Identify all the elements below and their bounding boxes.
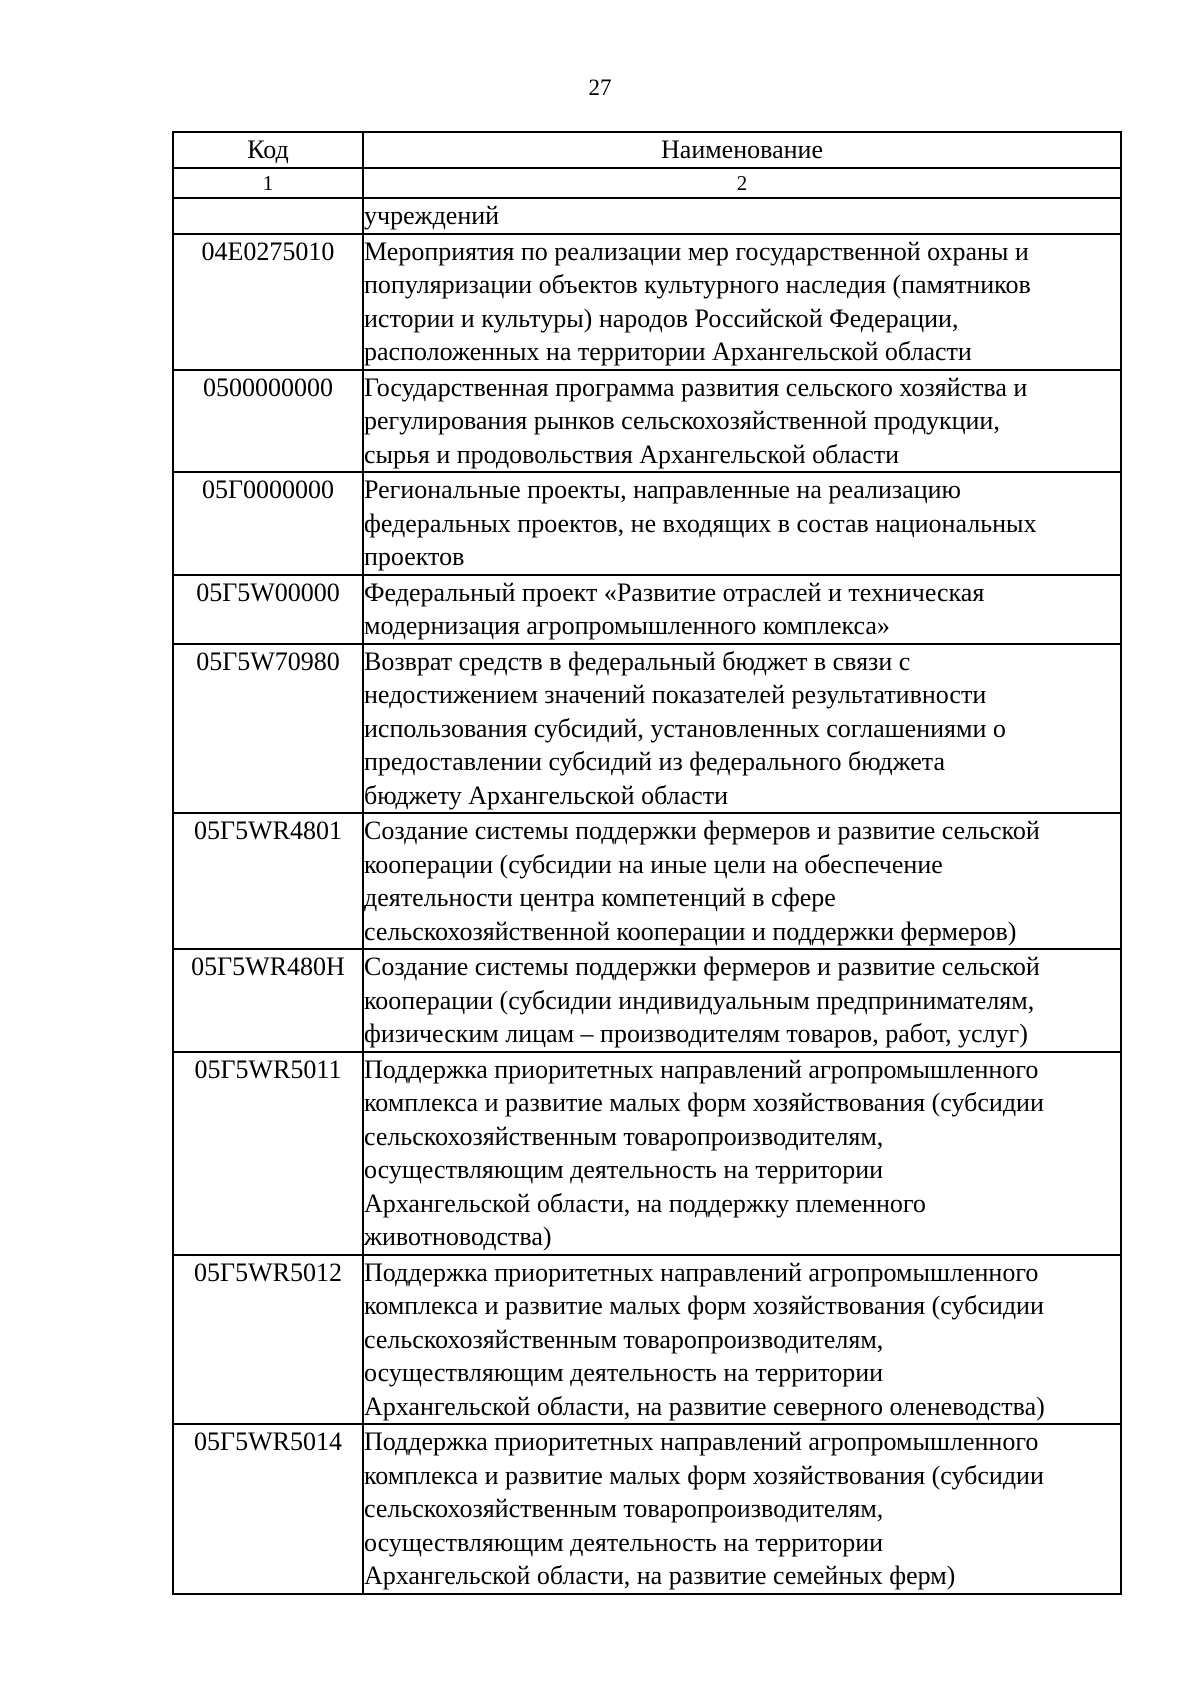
table-row [173,813,1121,949]
name-text: Государственная программа развития сельского хозяйства и регулирования рынков сельскохозяйственной продукции, сырья и продовольствия Архангельской области [364,372,1028,469]
code-cell: 04Е0275010 [173,234,363,370]
name-cell [363,370,1121,473]
name-text: Создание системы поддержки фермеров и развитие сельской кооперации (субсидии индивидуальным предпринимателям, физическим лицам – производителям товаров, работ, услуг) [364,952,1040,1048]
code-cell: 05Г5WR5012 [173,1255,363,1425]
name-text: Создание системы поддержки фермеров и развитие сельской кооперации (субсидии на иные цели на обеспечение деятельности центра компетенций в сфере сельскохозяйственной кооперации и поддержки фермеров) [364,816,1040,946]
code-cell: 05Г5WR5011 [173,1052,363,1255]
code-cell: 05Г5W00000 [173,575,363,644]
table-row [173,575,1121,644]
name-cell [363,644,1121,814]
code-cell: 0500000000 [173,370,363,473]
table-row [173,1052,1121,1255]
name-column-header: Наименование [363,132,1121,168]
code-cell: 05Г0000000 [173,472,363,575]
name-cell [363,1424,1121,1594]
column-number-row [173,168,1121,198]
name-text: Федеральный проект «Развитие отраслей и техническая модернизация агропромышленного комплекса» [364,577,985,640]
table-header-row [173,132,1121,168]
code-column-number: 1 [173,168,363,198]
name-text: Возврат средств в федеральный бюджет в связи с недостижением значений показателей результативности использования субсидий, установленных соглашениями о предоставлении субсидий из федерального бюджета бюджету Архангельской области [364,646,1006,810]
name-cell [363,472,1121,575]
table-row [173,370,1121,473]
table-row [173,234,1121,370]
code-cell: 05Г5WR5014 [173,1424,363,1594]
name-text: Поддержка приоритетных направлений агропромышленного комплекса и развитие малых форм хозяйствования (субсидии сельскохозяйственным товаропроизводителям, осуществляющим деятельность на территории Архангельской области, на развитие северного оленеводства) [364,1257,1045,1421]
code-cell: 05Г5WR480Н [173,949,363,1052]
budget-classification-table [172,131,1122,1595]
name-cell [363,234,1121,370]
name-text: Поддержка приоритетных направлений агропромышленного комплекса и развитие малых форм хозяйствования (субсидии сельскохозяйственным товаропроизводителям, осуществляющим деятельность на территории Архангельской области, на развитие семейных ферм) [364,1427,1044,1590]
name-column-number: 2 [363,168,1121,198]
name-cell [363,813,1121,949]
name-cell [363,198,1121,234]
name-cell [363,1052,1121,1255]
name-text: Мероприятия по реализации мер государственной охраны и популяризации объектов культурного наследия (памятников истории и культуры) народов Российской Федерации, расположенных на территории Архангельской области [364,236,1031,366]
name-text: Региональные проекты, направленные на реализацию федеральных проектов, не входящих в состав национальных проектов [364,475,1037,571]
code-cell: 05Г5WR4801 [173,813,363,949]
table-row [173,198,1121,234]
name-text: учреждений [364,201,500,230]
code-column-header: Код [173,132,363,168]
table-row [173,949,1121,1052]
table-row [173,472,1121,575]
name-cell [363,575,1121,644]
name-cell [363,949,1121,1052]
table-row [173,1424,1121,1594]
page-number: 27 [588,75,612,100]
name-cell [363,1255,1121,1425]
name-text: Поддержка приоритетных направлений агропромышленного комплекса и развитие малых форм хозяйствования (субсидии сельскохозяйственным товаропроизводителям, осуществляющим деятельность на территории Архангельской области, на поддержку племенного животноводства) [364,1054,1044,1251]
code-cell [173,198,363,234]
table-row [173,1255,1121,1425]
code-cell: 05Г5W70980 [173,644,363,814]
table-row [173,644,1121,814]
